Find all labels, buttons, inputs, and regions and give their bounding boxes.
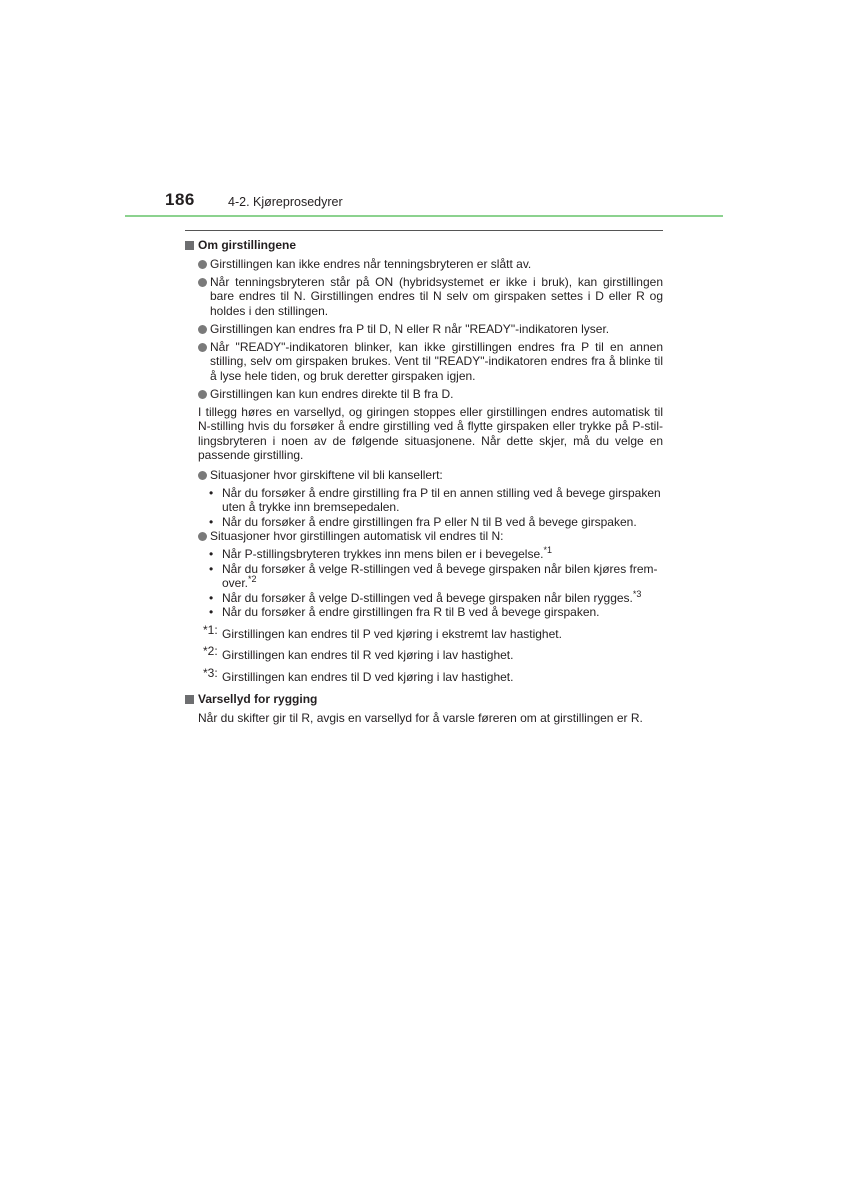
page-content bbox=[185, 238, 663, 730]
list-item: Når tenningsbryteren står på ON (hybridsystemet er ikke i bruk), kan girstillingen bare endres til N. Girstillingen endres til N selv om girspaken settes i D eller R og holdes i den stillingen. bbox=[185, 275, 663, 319]
content-divider bbox=[185, 230, 663, 231]
footnote-ref: *1 bbox=[543, 545, 552, 555]
list-item: Situasjoner hvor girstillingen automatisk vil endres til N: bbox=[185, 529, 663, 544]
body-paragraph: I tillegg høres en varsellyd, og giringen stoppes eller girstillingen endres automatisk til N-stilling hvis du forsøker å endre girstilling ved å flytte girspaken eller trykke på P-stil-lingsbryteren i noen av de følgende situasjonene. Når dette skjer, må du velge en passende girstilling. bbox=[198, 404, 663, 462]
circle-bullet-icon bbox=[198, 471, 207, 480]
footnote: *1: Girstillingen kan endres til P ved kjøring i ekstremt lav hastighet. bbox=[203, 622, 562, 641]
page-number: 186 bbox=[165, 190, 195, 209]
list-item: Situasjoner hvor girskiftene vil bli kansellert: bbox=[185, 468, 663, 483]
footnote: *2: Girstillingen kan endres til R ved kjøring i lav hastighet. bbox=[203, 644, 514, 662]
circle-bullet-icon bbox=[198, 532, 207, 541]
sub-list-item: • Når du forsøker å velge D-stillingen ved å bevege girspaken når bilen rygges.$^{*3}$ bbox=[209, 588, 642, 605]
circle-bullet-icon bbox=[198, 325, 207, 334]
list-item: Girstillingen kan ikke endres når tenningsbryteren er slått av. bbox=[185, 257, 663, 272]
section-heading: Varsellyd for rygging bbox=[185, 692, 663, 707]
page-header bbox=[125, 190, 723, 218]
body-paragraph: Når du skifter gir til R, avgis en varsellyd for å varsle føreren om at girstillingen er R. bbox=[198, 710, 643, 725]
list-item: Girstillingen kan kun endres direkte til B fra D. bbox=[185, 387, 663, 402]
list-item: Girstillingen kan endres fra P til D, N eller R når "READY"-indikatoren lyser. bbox=[185, 322, 663, 337]
section-heading: Om girstillingene bbox=[185, 238, 663, 253]
sub-list-item: • Når du forsøker å endre girstillingen fra R til B ved å bevege girspaken. bbox=[209, 605, 600, 619]
square-bullet-icon bbox=[185, 695, 194, 704]
square-bullet-icon bbox=[185, 241, 194, 250]
section-title: 4-2. Kjøreprosedyrer bbox=[228, 195, 343, 209]
footnote-ref: *3 bbox=[632, 588, 642, 599]
footnote: *3: Girstillingen kan endres til D ved kjøring i lav hastighet. bbox=[203, 665, 514, 684]
header-divider bbox=[125, 215, 723, 217]
sub-list-item: • Når du forsøker å endre girstilling fra P til en annen stilling ved å bevege girspaken uten å trykke inn bremsepedalen. bbox=[209, 485, 661, 514]
circle-bullet-icon bbox=[198, 343, 207, 352]
circle-bullet-icon bbox=[198, 278, 207, 287]
list-item: Når "READY"-indikatoren blinker, kan ikke girstillingen endres fra P til en annen stilling, selv om girspaken brukes. Vent til "READY"-indikatoren endres fra å blinke til å lyse hele tiden, og bruk deretter girspaken igjen. bbox=[185, 340, 663, 384]
circle-bullet-icon bbox=[198, 390, 207, 399]
sub-list-item: • Når du forsøker å endre girstillingen fra P eller N til B ved å bevege girspaken. bbox=[209, 514, 637, 529]
sub-list-item: • Når P-stillingsbryteren trykkes inn mens bilen er i bevegelse.$^{*1}$ bbox=[209, 545, 552, 561]
footnote-ref: *2 bbox=[248, 574, 257, 584]
circle-bullet-icon bbox=[198, 260, 207, 269]
sub-list-item: • Når du forsøker å velge R-stillingen ved å bevege girspaken når bilen kjøres frem-over.$^{*2}$ bbox=[209, 561, 658, 590]
